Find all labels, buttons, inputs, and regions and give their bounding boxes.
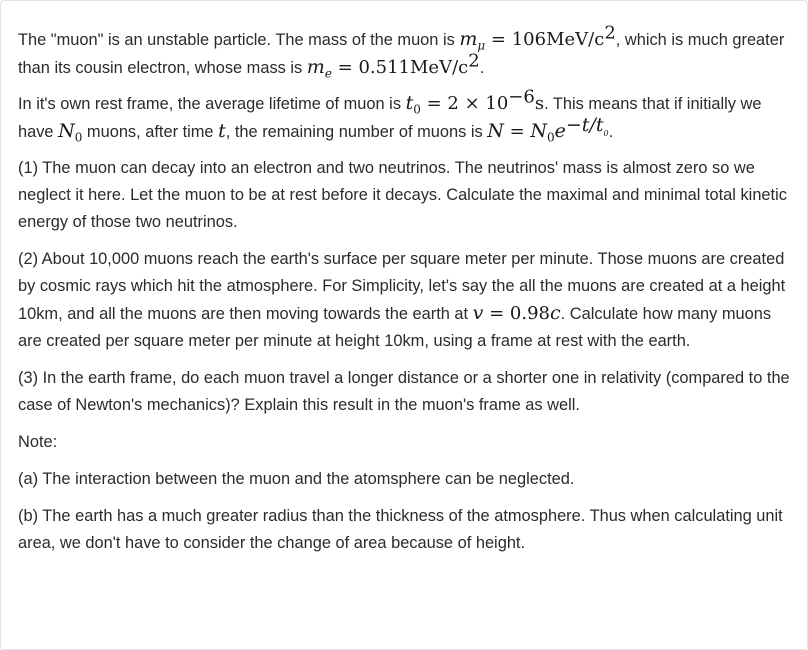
math-var: t xyxy=(405,92,414,114)
math-sub: 0 xyxy=(74,130,83,145)
math-value: 0.98 xyxy=(509,303,550,324)
text: , which is much greater than its cousin electron, whose mass is xyxy=(18,31,785,77)
math-var: t xyxy=(218,120,226,142)
paragraph-muon-mass xyxy=(18,22,798,82)
math-var: m xyxy=(459,28,478,50)
math-var: N xyxy=(58,120,75,142)
muon-mass-formula xyxy=(459,22,616,53)
text: In it's own rest frame, the average lifetime of muon is xyxy=(18,95,406,113)
lifetime-formula xyxy=(405,86,545,117)
question-part-3: (3) In the earth frame, do each muon travel a longer distance or a shorter one in relativity (compared to the case of Newton's mechanics)? Explain this result in the muon's frame as well. xyxy=(18,369,790,414)
math-sub: 0 xyxy=(547,130,555,145)
math-eq: = xyxy=(483,303,510,324)
math-exp-text: −t/t xyxy=(565,113,604,136)
text: . xyxy=(479,59,485,77)
math-exp-sub: 0 xyxy=(603,128,609,138)
text: (2) About 10,000 muons reach the earth's surface per square meter per minute. Those muons are created by cosmic rays which hit the atmosphere. For Simplicity, let's say the all the muons are created at a height 10km, and all the muons are then moving towards the earth at xyxy=(18,250,786,323)
note-label: Note: xyxy=(18,433,58,451)
math-eq: = xyxy=(503,121,531,142)
text: The "muon" is an unstable particle. The mass of the muon is xyxy=(18,31,460,49)
t-symbol xyxy=(218,122,226,141)
text: . xyxy=(608,123,614,141)
note-a: (a) The interaction between the muon and the atomsphere can be neglected. xyxy=(18,470,575,488)
math-exp: 2 xyxy=(468,50,480,72)
math-value: 106MeV/c xyxy=(511,29,605,50)
math-sub: μ xyxy=(477,38,486,53)
math-var: m xyxy=(306,56,325,78)
math-var: N xyxy=(530,120,547,142)
question-part-2 xyxy=(18,246,798,355)
math-sub: e xyxy=(324,66,332,81)
math-var: N xyxy=(487,120,504,142)
note-b: (b) The earth has a much greater radius than the thickness of the atmosphere. Thus when calculating unit area, we don't have to consider the change of area because of height. xyxy=(18,507,783,552)
math-unit: s xyxy=(534,93,545,114)
question-part-1: (1) The muon can decay into an electron and two neutrinos. The neutrinos' mass is almost zero so we neglect it here. Let the muon to be at rest before it decays. Calculate the maximal and minimal total kinetic energy of those two neutrinos. xyxy=(18,159,787,231)
electron-mass-formula xyxy=(306,50,480,81)
question-content xyxy=(18,22,798,567)
math-value: 0.511MeV/c xyxy=(358,57,469,78)
text: , the remaining number of muons is xyxy=(225,123,488,141)
math-exp: 2 xyxy=(604,22,616,44)
text: muons, after time xyxy=(82,123,219,141)
math-eq: = xyxy=(420,93,448,114)
math-eq: = xyxy=(331,57,359,78)
math-exp: −6 xyxy=(508,86,535,108)
text: . Calculate how many muons are created per square meter per minute at height 10km, using a frame at rest with the earth. xyxy=(18,305,772,350)
math-sub: 0 xyxy=(413,102,421,117)
decay-formula xyxy=(487,113,609,145)
math-value: 2 × 10 xyxy=(447,93,509,114)
velocity-formula xyxy=(473,304,561,323)
n0-symbol xyxy=(58,120,83,145)
math-eq: = xyxy=(485,29,512,50)
math-var: c xyxy=(549,302,561,324)
math-exp xyxy=(566,114,609,136)
math-var: e xyxy=(554,120,566,142)
text: . This means that if initially we have xyxy=(18,95,762,141)
paragraph-lifetime xyxy=(18,86,798,146)
math-var: v xyxy=(472,302,484,324)
